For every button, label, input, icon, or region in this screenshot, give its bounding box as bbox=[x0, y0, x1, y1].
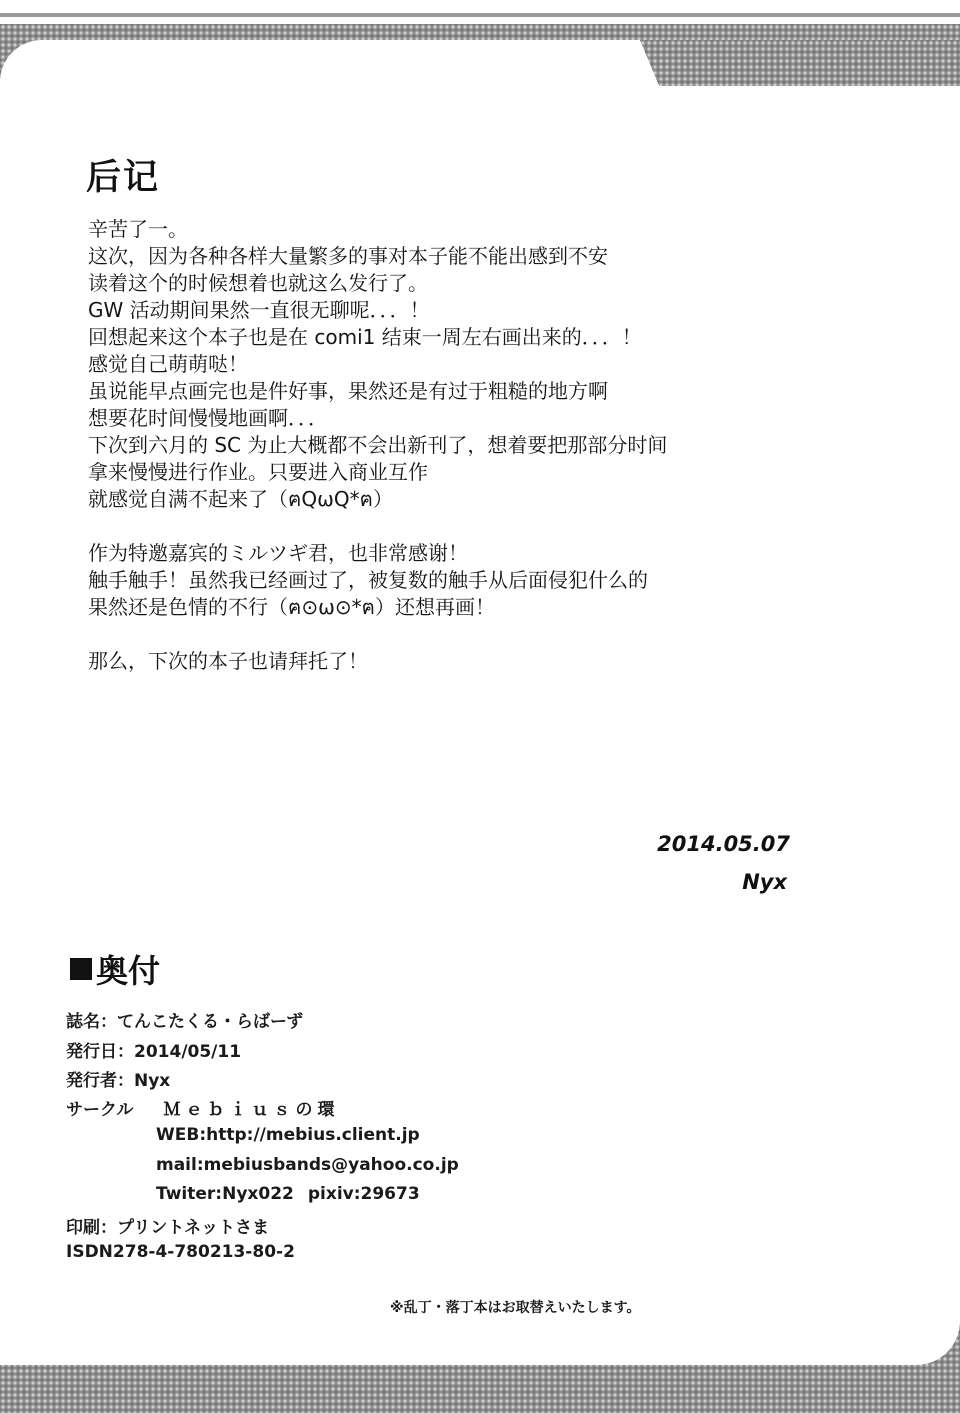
afterword-line: 下次到六月的 SC 为止大概都不会出新刊了，想着要把那部分时间 bbox=[88, 433, 668, 457]
afterword-line: 虽说能早点画完也是件好事，果然还是有过于粗糙的地方啊 bbox=[88, 379, 608, 403]
afterword-line: 想要花时间慢慢地画啊．．． bbox=[88, 406, 328, 430]
top-rule bbox=[0, 0, 960, 24]
signoff-author: Nyx bbox=[742, 870, 787, 894]
colophon-magazine-name: 誌名：てんこたくる・らばーず bbox=[66, 1012, 304, 1032]
square-bullet-icon bbox=[70, 958, 92, 980]
afterword-line: 这次，因为各种各样大量繁多的事对本子能不能出感到不安 bbox=[88, 244, 608, 268]
afterword-line: 那么，下次的本子也请拜托了！ bbox=[88, 649, 368, 673]
colophon-publisher: 発行者：Nyx bbox=[66, 1071, 171, 1091]
colophon-footnote: ※乱丁・落丁本はお取替えいたします。 bbox=[390, 1300, 641, 1316]
colophon-web: WEB:http://mebius.client.jp bbox=[156, 1125, 420, 1145]
afterword-line: 触手触手！虽然我已经画过了，被复数的触手从后面侵犯什么的 bbox=[88, 568, 648, 592]
colophon-publish-date: 発行日：2014/05/11 bbox=[66, 1042, 242, 1062]
afterword-blank-line bbox=[88, 513, 788, 540]
colophon-heading bbox=[70, 946, 160, 992]
signoff-date: 2014.05.07 bbox=[657, 832, 790, 856]
afterword-blank-line bbox=[88, 621, 788, 648]
circle-name: Ｍｅｂｉｕｓの環 bbox=[163, 1100, 340, 1120]
afterword-line: 就感觉自满不起来了（ฅQωQ*ฅ） bbox=[88, 487, 393, 511]
afterword-line: GW 活动期间果然一直很无聊呢．．．！ bbox=[88, 298, 430, 322]
afterword-line: 拿来慢慢进行作业。只要进入商业互作 bbox=[88, 460, 428, 484]
afterword-line: 果然还是色情的不行（ฅ⊙ω⊙*ฅ）还想再画！ bbox=[88, 595, 496, 619]
afterword-line: 读着这个的时候想着也就这么发行了。 bbox=[88, 271, 428, 295]
afterword-title: 后记 bbox=[86, 158, 161, 198]
afterword-line: 辛苦了一。 bbox=[88, 217, 188, 241]
colophon-circle bbox=[66, 1095, 340, 1120]
afterword-line: 回想起来这个本子也是在 comi1 结束一周左右画出来的．．．！ bbox=[88, 325, 642, 349]
colophon-printer: 印刷：プリントネットさま bbox=[66, 1218, 270, 1238]
colophon-isdn: ISDN278-4-780213-80-2 bbox=[66, 1242, 295, 1262]
afterword-line: 感觉自己萌萌哒！ bbox=[88, 352, 248, 376]
colophon-social bbox=[156, 1184, 420, 1204]
afterword-line: 作为特邀嘉宾的ミルツギ君，也非常感谢！ bbox=[88, 541, 468, 565]
colophon-twitter: Twiter:Nyx022 bbox=[156, 1184, 294, 1204]
colophon-title: 奥付 bbox=[96, 952, 161, 990]
circle-label: サークル bbox=[66, 1100, 134, 1120]
colophon-mail: mail:mebiusbands@yahoo.co.jp bbox=[156, 1155, 459, 1175]
afterword-body bbox=[88, 216, 788, 675]
colophon-pixiv: pixiv:29673 bbox=[307, 1184, 420, 1204]
corner-tab-pattern bbox=[640, 40, 960, 86]
